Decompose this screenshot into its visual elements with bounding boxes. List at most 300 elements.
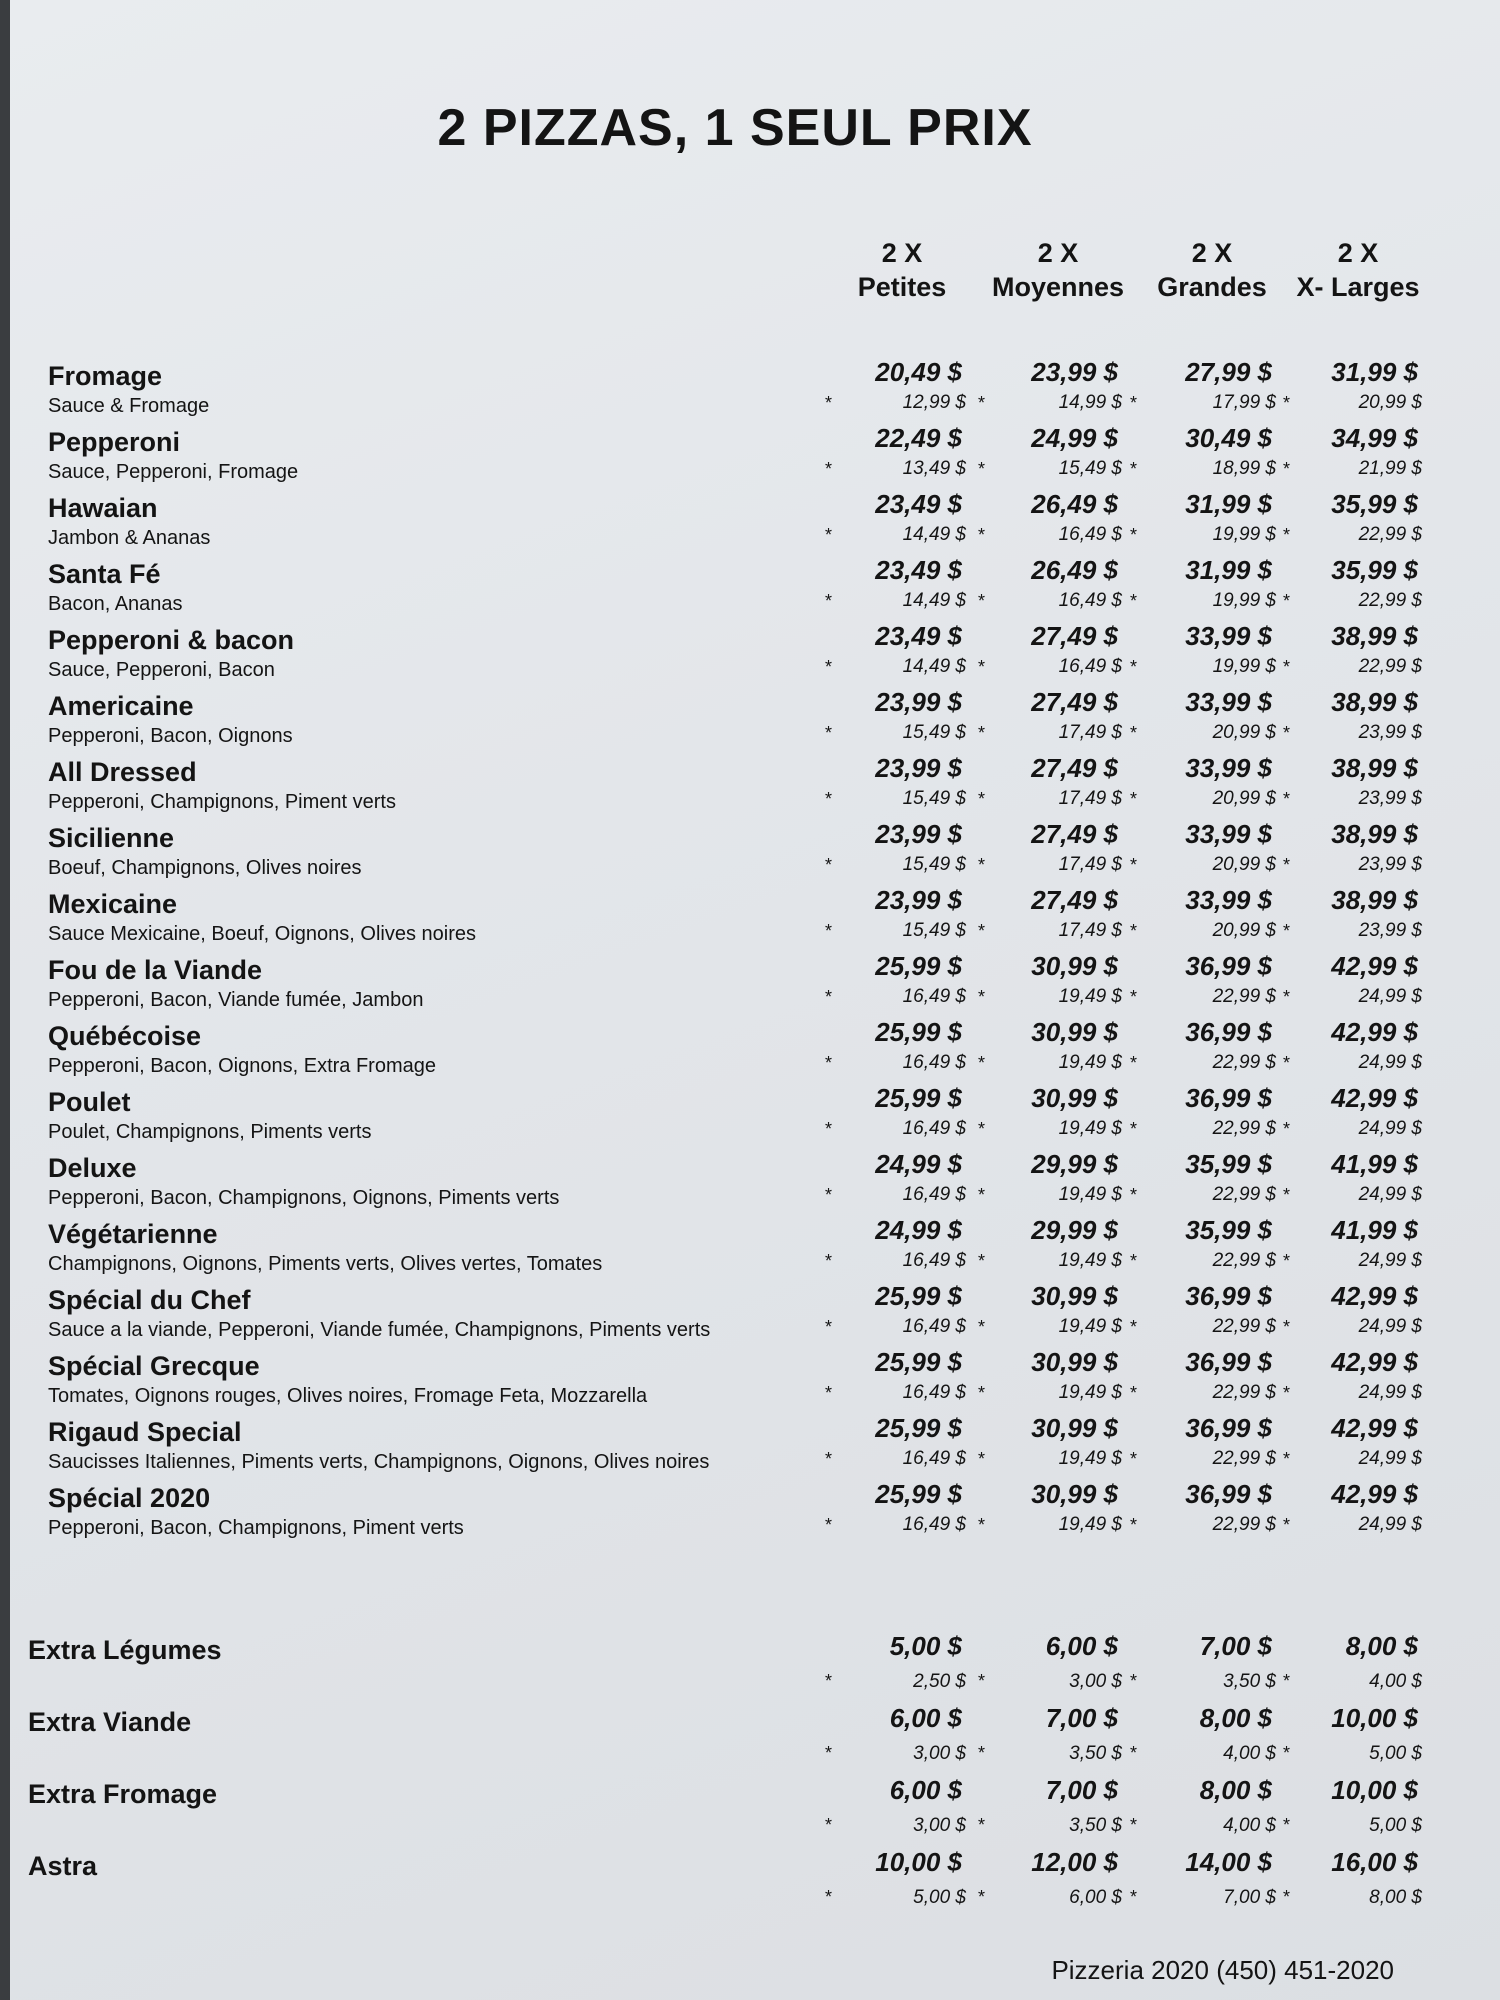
- price-single: 3,50 $: [1069, 1743, 1122, 1764]
- price-2x: 16,00 $: [1331, 1847, 1418, 1877]
- asterisk-mark: *: [1283, 1053, 1291, 1073]
- pizza-row: [10, 949, 1500, 1015]
- asterisk-mark: *: [1283, 1671, 1291, 1691]
- pizza-row: [10, 751, 1500, 817]
- price-2x: 42,99 $: [1331, 1083, 1418, 1113]
- asterisk-mark: *: [1130, 723, 1138, 743]
- asterisk-mark: *: [825, 1671, 833, 1691]
- price-2x: 26,49 $: [1031, 555, 1118, 585]
- price-single: 20,99 $: [1212, 788, 1276, 809]
- asterisk-mark: *: [1130, 1743, 1138, 1763]
- price-single: 14,49 $: [902, 656, 966, 677]
- price-single: 19,99 $: [1212, 656, 1276, 677]
- price-2x: 34,99 $: [1331, 423, 1418, 453]
- price-2x: 23,49 $: [875, 621, 962, 651]
- asterisk-mark: *: [825, 1515, 833, 1535]
- asterisk-mark: *: [978, 1119, 986, 1139]
- price-2x: 35,99 $: [1185, 1149, 1272, 1179]
- pizza-ingredients: Sauce a la viande, Pepperoni, Viande fumée, Champignons, Piments verts: [48, 1319, 711, 1341]
- price-2x: 25,99 $: [875, 1083, 962, 1113]
- asterisk-mark: *: [1283, 1119, 1291, 1139]
- price-2x: 23,99 $: [875, 819, 962, 849]
- price-single: 17,49 $: [1058, 854, 1122, 875]
- extra-name: Astra: [28, 1851, 98, 1881]
- price-single: 14,49 $: [902, 590, 966, 611]
- pizza-row: [10, 1345, 1500, 1411]
- pizza-row: [10, 1081, 1500, 1147]
- price-single: 19,49 $: [1058, 1514, 1122, 1535]
- price-single: 23,99 $: [1358, 854, 1422, 875]
- price-2x: 31,99 $: [1185, 489, 1272, 519]
- pizza-ingredients: Poulet, Champignons, Piments verts: [48, 1121, 372, 1143]
- price-2x: 42,99 $: [1331, 1281, 1418, 1311]
- asterisk-mark: *: [825, 1743, 833, 1763]
- pizza-name: Québécoise: [48, 1021, 202, 1051]
- price-2x: 42,99 $: [1331, 1413, 1418, 1443]
- asterisk-mark: *: [1283, 1815, 1291, 1835]
- price-single: 19,49 $: [1058, 1052, 1122, 1073]
- price-single: 20,99 $: [1358, 392, 1422, 413]
- asterisk-mark: *: [1130, 591, 1138, 611]
- price-single: 16,49 $: [902, 1448, 966, 1469]
- price-single: 22,99 $: [1212, 986, 1276, 1007]
- price-2x: 41,99 $: [1331, 1215, 1418, 1245]
- asterisk-mark: *: [978, 1515, 986, 1535]
- price-2x: 25,99 $: [875, 951, 962, 981]
- asterisk-mark: *: [978, 1815, 986, 1835]
- price-2x: 30,49 $: [1185, 423, 1272, 453]
- price-single: 19,49 $: [1058, 1382, 1122, 1403]
- price-single: 7,00 $: [1223, 1887, 1276, 1908]
- price-single: 15,49 $: [1058, 458, 1122, 479]
- price-2x: 35,99 $: [1331, 555, 1418, 585]
- asterisk-mark: *: [825, 525, 833, 545]
- price-single: 16,49 $: [902, 1052, 966, 1073]
- price-single: 19,49 $: [1058, 986, 1122, 1007]
- price-2x: 7,00 $: [1045, 1703, 1118, 1733]
- price-2x: 31,99 $: [1331, 357, 1418, 387]
- price-2x: 36,99 $: [1185, 1281, 1272, 1311]
- asterisk-mark: *: [1283, 525, 1291, 545]
- price-2x: 6,00 $: [889, 1703, 962, 1733]
- asterisk-mark: *: [1283, 1515, 1291, 1535]
- price-2x: 38,99 $: [1331, 885, 1418, 915]
- asterisk-mark: *: [825, 393, 833, 413]
- pizza-name: Rigaud Special: [48, 1417, 242, 1447]
- pizza-row: [10, 883, 1500, 949]
- price-single: 15,49 $: [902, 854, 966, 875]
- asterisk-mark: *: [1130, 921, 1138, 941]
- pizza-ingredients: Champignons, Oignons, Piments verts, Olives vertes, Tomates: [48, 1253, 603, 1275]
- pizza-ingredients: Pepperoni, Bacon, Oignons: [48, 725, 293, 747]
- asterisk-mark: *: [978, 855, 986, 875]
- pizza-name: Pepperoni: [48, 427, 181, 457]
- pizza-ingredients: Sauce, Pepperoni, Bacon: [48, 659, 275, 681]
- extra-row: [10, 1769, 1500, 1841]
- pizza-ingredients: Tomates, Oignons rouges, Olives noires, Fromage Feta, Mozzarella: [48, 1385, 648, 1407]
- price-single: 16,49 $: [1058, 656, 1122, 677]
- price-single: 21,99 $: [1358, 458, 1422, 479]
- extra-name: Extra Fromage: [28, 1779, 218, 1809]
- asterisk-mark: *: [978, 657, 986, 677]
- price-single: 22,99 $: [1212, 1448, 1276, 1469]
- price-2x: 35,99 $: [1185, 1215, 1272, 1245]
- price-2x: 27,49 $: [1031, 621, 1118, 651]
- price-2x: 38,99 $: [1331, 687, 1418, 717]
- pizza-name: Spécial 2020: [48, 1483, 211, 1513]
- price-2x: 30,99 $: [1031, 1413, 1118, 1443]
- asterisk-mark: *: [978, 723, 986, 743]
- asterisk-mark: *: [825, 657, 833, 677]
- asterisk-mark: *: [1130, 1251, 1138, 1271]
- price-single: 5,00 $: [913, 1887, 966, 1908]
- price-single: 14,99 $: [1058, 392, 1122, 413]
- price-single: 23,99 $: [1358, 788, 1422, 809]
- price-single: 8,00 $: [1369, 1887, 1422, 1908]
- asterisk-mark: *: [1130, 1185, 1138, 1205]
- pizza-ingredients: Boeuf, Champignons, Olives noires: [48, 857, 362, 879]
- price-2x: 36,99 $: [1185, 1479, 1272, 1509]
- pizza-row: [10, 1477, 1500, 1543]
- asterisk-mark: *: [978, 525, 986, 545]
- price-2x: 38,99 $: [1331, 753, 1418, 783]
- asterisk-mark: *: [1130, 1815, 1138, 1835]
- price-single: 5,00 $: [1369, 1743, 1422, 1764]
- pizza-name: Sicilienne: [48, 823, 175, 853]
- extra-row: [10, 1625, 1500, 1697]
- price-single: 19,99 $: [1212, 524, 1276, 545]
- price-2x: 30,99 $: [1031, 1347, 1118, 1377]
- pizza-name: Végétarienne: [48, 1219, 218, 1249]
- pizza-ingredients: Sauce Mexicaine, Boeuf, Oignons, Olives noires: [48, 923, 476, 945]
- price-single: 17,99 $: [1212, 392, 1276, 413]
- asterisk-mark: *: [978, 1383, 986, 1403]
- price-2x: 36,99 $: [1185, 951, 1272, 981]
- price-2x: 27,49 $: [1031, 753, 1118, 783]
- price-single: 19,49 $: [1058, 1448, 1122, 1469]
- price-2x: 23,99 $: [875, 885, 962, 915]
- price-single: 22,99 $: [1212, 1316, 1276, 1337]
- price-2x: 25,99 $: [875, 1479, 962, 1509]
- pizza-row: [10, 1411, 1500, 1477]
- extra-name: Extra Légumes: [28, 1635, 222, 1665]
- asterisk-mark: *: [825, 1251, 833, 1271]
- pizza-row: [10, 1147, 1500, 1213]
- asterisk-mark: *: [978, 1251, 986, 1271]
- price-single: 22,99 $: [1358, 656, 1422, 677]
- price-2x: 23,49 $: [875, 489, 962, 519]
- price-single: 6,00 $: [1069, 1887, 1122, 1908]
- pizza-ingredients: Pepperoni, Bacon, Viande fumée, Jambon: [48, 989, 424, 1011]
- asterisk-mark: *: [1130, 1671, 1138, 1691]
- pizza-name: Pepperoni & bacon: [48, 625, 295, 655]
- price-single: 16,49 $: [902, 1118, 966, 1139]
- extra-row: [10, 1697, 1500, 1769]
- price-2x: 24,99 $: [875, 1215, 962, 1245]
- price-2x: 29,99 $: [1031, 1149, 1118, 1179]
- footer-contact: Pizzeria 2020 (450) 451-2020: [1051, 1955, 1394, 1985]
- asterisk-mark: *: [978, 921, 986, 941]
- asterisk-mark: *: [1130, 1383, 1138, 1403]
- price-single: 4,00 $: [1223, 1815, 1276, 1836]
- price-2x: 27,49 $: [1031, 819, 1118, 849]
- column-header-moyennes: 2 X Moyennes: [991, 238, 1125, 302]
- asterisk-mark: *: [978, 789, 986, 809]
- price-single: 24,99 $: [1358, 986, 1422, 1007]
- price-2x: 33,99 $: [1185, 753, 1272, 783]
- price-single: 18,99 $: [1212, 458, 1276, 479]
- price-single: 22,99 $: [1212, 1250, 1276, 1271]
- asterisk-mark: *: [825, 789, 833, 809]
- price-2x: 25,99 $: [875, 1413, 962, 1443]
- price-2x: 38,99 $: [1331, 819, 1418, 849]
- pizza-row: [10, 1015, 1500, 1081]
- price-2x: 8,00 $: [1345, 1631, 1418, 1661]
- asterisk-mark: *: [1283, 855, 1291, 875]
- pizza-name: Americaine: [48, 691, 194, 721]
- price-single: 23,99 $: [1358, 920, 1422, 941]
- price-single: 22,99 $: [1212, 1514, 1276, 1535]
- pizza-ingredients: Saucisses Italiennes, Piments verts, Champignons, Oignons, Olives noires: [48, 1451, 710, 1473]
- pizza-row: [10, 355, 1500, 421]
- price-single: 16,49 $: [902, 1316, 966, 1337]
- asterisk-mark: *: [1130, 657, 1138, 677]
- asterisk-mark: *: [1130, 459, 1138, 479]
- price-single: 16,49 $: [1058, 590, 1122, 611]
- price-single: 17,49 $: [1058, 920, 1122, 941]
- price-2x: 5,00 $: [889, 1631, 962, 1661]
- price-single: 19,99 $: [1212, 590, 1276, 611]
- price-2x: 25,99 $: [875, 1017, 962, 1047]
- price-single: 16,49 $: [902, 986, 966, 1007]
- price-2x: 31,99 $: [1185, 555, 1272, 585]
- asterisk-mark: *: [825, 1815, 833, 1835]
- asterisk-mark: *: [978, 1317, 986, 1337]
- price-2x: 25,99 $: [875, 1281, 962, 1311]
- price-single: 24,99 $: [1358, 1514, 1422, 1535]
- pizza-row: [10, 685, 1500, 751]
- price-single: 23,99 $: [1358, 722, 1422, 743]
- price-2x: 12,00 $: [1031, 1847, 1118, 1877]
- page-title: 2 PIZZAS, 1 SEUL PRIX: [437, 99, 1033, 157]
- price-single: 13,49 $: [902, 458, 966, 479]
- price-single: 19,49 $: [1058, 1118, 1122, 1139]
- extra-row: [10, 1841, 1500, 1913]
- price-2x: 41,99 $: [1331, 1149, 1418, 1179]
- price-2x: 20,49 $: [875, 357, 962, 387]
- pizza-ingredients: Pepperoni, Bacon, Oignons, Extra Fromage: [48, 1055, 436, 1077]
- asterisk-mark: *: [1130, 1119, 1138, 1139]
- price-2x: 38,99 $: [1331, 621, 1418, 651]
- price-2x: 10,00 $: [1331, 1775, 1418, 1805]
- price-single: 24,99 $: [1358, 1448, 1422, 1469]
- price-single: 3,00 $: [1069, 1671, 1122, 1692]
- asterisk-mark: *: [825, 1119, 833, 1139]
- price-2x: 6,00 $: [889, 1775, 962, 1805]
- price-single: 20,99 $: [1212, 722, 1276, 743]
- asterisk-mark: *: [978, 393, 986, 413]
- price-single: 20,99 $: [1212, 854, 1276, 875]
- extra-name: Extra Viande: [28, 1707, 192, 1737]
- pizza-ingredients: Sauce & Fromage: [48, 395, 210, 417]
- price-single: 16,49 $: [1058, 524, 1122, 545]
- pizza-row: [10, 1279, 1500, 1345]
- price-2x: 23,99 $: [1031, 357, 1118, 387]
- pizza-ingredients: Sauce, Pepperoni, Fromage: [48, 461, 299, 483]
- asterisk-mark: *: [1130, 525, 1138, 545]
- price-2x: 33,99 $: [1185, 885, 1272, 915]
- asterisk-mark: *: [1130, 1887, 1138, 1907]
- price-2x: 42,99 $: [1331, 1347, 1418, 1377]
- price-2x: 30,99 $: [1031, 1017, 1118, 1047]
- price-single: 17,49 $: [1058, 722, 1122, 743]
- price-single: 2,50 $: [913, 1671, 966, 1692]
- price-single: 19,49 $: [1058, 1184, 1122, 1205]
- price-2x: 22,49 $: [875, 423, 962, 453]
- price-2x: 36,99 $: [1185, 1017, 1272, 1047]
- asterisk-mark: *: [1283, 1743, 1291, 1763]
- asterisk-mark: *: [825, 855, 833, 875]
- asterisk-mark: *: [825, 1317, 833, 1337]
- asterisk-mark: *: [825, 921, 833, 941]
- price-single: 24,99 $: [1358, 1052, 1422, 1073]
- pizza-name: All Dressed: [48, 757, 197, 787]
- asterisk-mark: *: [1283, 921, 1291, 941]
- asterisk-mark: *: [1283, 1887, 1291, 1907]
- asterisk-mark: *: [1130, 1449, 1138, 1469]
- price-2x: 7,00 $: [1199, 1631, 1272, 1661]
- asterisk-mark: *: [825, 723, 833, 743]
- pizza-row: [10, 487, 1500, 553]
- price-single: 16,49 $: [902, 1382, 966, 1403]
- asterisk-mark: *: [978, 1449, 986, 1469]
- price-single: 24,99 $: [1358, 1250, 1422, 1271]
- price-2x: 27,49 $: [1031, 885, 1118, 915]
- pizza-name: Deluxe: [48, 1153, 137, 1183]
- price-2x: 29,99 $: [1031, 1215, 1118, 1245]
- pizza-name: Spécial Grecque: [48, 1351, 260, 1381]
- price-single: 19,49 $: [1058, 1316, 1122, 1337]
- pizza-row: [10, 553, 1500, 619]
- asterisk-mark: *: [978, 1671, 986, 1691]
- price-2x: 6,00 $: [1045, 1631, 1118, 1661]
- column-header-petites: 2 X Petites: [857, 238, 947, 302]
- asterisk-mark: *: [1283, 789, 1291, 809]
- price-2x: 35,99 $: [1331, 489, 1418, 519]
- price-2x: 23,49 $: [875, 555, 962, 585]
- asterisk-mark: *: [978, 1743, 986, 1763]
- pizza-name: Fou de la Viande: [48, 955, 263, 985]
- price-2x: 27,99 $: [1185, 357, 1272, 387]
- asterisk-mark: *: [1283, 723, 1291, 743]
- asterisk-mark: *: [825, 1185, 833, 1205]
- price-single: 16,49 $: [902, 1184, 966, 1205]
- asterisk-mark: *: [825, 1053, 833, 1073]
- asterisk-mark: *: [1283, 1251, 1291, 1271]
- asterisk-mark: *: [1283, 987, 1291, 1007]
- price-single: 24,99 $: [1358, 1184, 1422, 1205]
- extras-list: [10, 1625, 1500, 1913]
- price-single: 22,99 $: [1212, 1382, 1276, 1403]
- price-2x: 10,00 $: [875, 1847, 962, 1877]
- asterisk-mark: *: [825, 1887, 833, 1907]
- asterisk-mark: *: [1283, 1185, 1291, 1205]
- pizza-ingredients: Pepperoni, Bacon, Champignons, Oignons, Piments verts: [48, 1187, 560, 1209]
- price-single: 22,99 $: [1212, 1052, 1276, 1073]
- price-single: 3,50 $: [1069, 1815, 1122, 1836]
- price-single: 4,00 $: [1223, 1743, 1276, 1764]
- column-header-grandes: 2 X Grandes: [1157, 238, 1267, 302]
- price-single: 24,99 $: [1358, 1382, 1422, 1403]
- price-2x: 36,99 $: [1185, 1413, 1272, 1443]
- asterisk-mark: *: [978, 1185, 986, 1205]
- price-single: 4,00 $: [1369, 1671, 1422, 1692]
- price-2x: 42,99 $: [1331, 1017, 1418, 1047]
- pizza-row: [10, 1213, 1500, 1279]
- pizza-name: Santa Fé: [48, 559, 161, 589]
- pizza-name: Mexicaine: [48, 889, 178, 919]
- price-2x: 23,99 $: [875, 753, 962, 783]
- price-2x: 33,99 $: [1185, 819, 1272, 849]
- column-header-x-larges: 2 X X- Larges: [1296, 238, 1420, 302]
- price-2x: 14,00 $: [1185, 1847, 1272, 1877]
- pizza-name: Hawaian: [48, 493, 158, 523]
- price-single: 22,99 $: [1212, 1118, 1276, 1139]
- price-single: 17,49 $: [1058, 788, 1122, 809]
- price-2x: 24,99 $: [1031, 423, 1118, 453]
- price-single: 15,49 $: [902, 920, 966, 941]
- asterisk-mark: *: [1130, 1515, 1138, 1535]
- asterisk-mark: *: [978, 1053, 986, 1073]
- asterisk-mark: *: [1283, 1317, 1291, 1337]
- pizza-ingredients: Jambon & Ananas: [48, 527, 211, 549]
- price-2x: 42,99 $: [1331, 1479, 1418, 1509]
- asterisk-mark: *: [1130, 855, 1138, 875]
- price-single: 16,49 $: [902, 1514, 966, 1535]
- asterisk-mark: *: [1130, 1317, 1138, 1337]
- price-2x: 30,99 $: [1031, 1479, 1118, 1509]
- asterisk-mark: *: [1130, 789, 1138, 809]
- asterisk-mark: *: [825, 1383, 833, 1403]
- price-2x: 33,99 $: [1185, 621, 1272, 651]
- asterisk-mark: *: [825, 459, 833, 479]
- asterisk-mark: *: [1283, 1383, 1291, 1403]
- price-single: 3,00 $: [913, 1815, 966, 1836]
- price-single: 16,49 $: [902, 1250, 966, 1271]
- pizza-row: [10, 421, 1500, 487]
- price-2x: 7,00 $: [1045, 1775, 1118, 1805]
- price-single: 15,49 $: [902, 722, 966, 743]
- price-single: 22,99 $: [1358, 524, 1422, 545]
- asterisk-mark: *: [825, 591, 833, 611]
- price-2x: 30,99 $: [1031, 951, 1118, 981]
- price-single: 3,00 $: [913, 1743, 966, 1764]
- price-single: 12,99 $: [902, 392, 966, 413]
- price-2x: 23,99 $: [875, 687, 962, 717]
- pizza-name: Spécial du Chef: [48, 1285, 251, 1315]
- price-single: 20,99 $: [1212, 920, 1276, 941]
- price-2x: 36,99 $: [1185, 1083, 1272, 1113]
- asterisk-mark: *: [1130, 393, 1138, 413]
- asterisk-mark: *: [825, 1449, 833, 1469]
- price-2x: 8,00 $: [1199, 1703, 1272, 1733]
- price-single: 24,99 $: [1358, 1118, 1422, 1139]
- asterisk-mark: *: [978, 459, 986, 479]
- pizza-name: Fromage: [48, 361, 163, 391]
- asterisk-mark: *: [825, 987, 833, 1007]
- price-single: 15,49 $: [902, 788, 966, 809]
- pizza-row: [10, 817, 1500, 883]
